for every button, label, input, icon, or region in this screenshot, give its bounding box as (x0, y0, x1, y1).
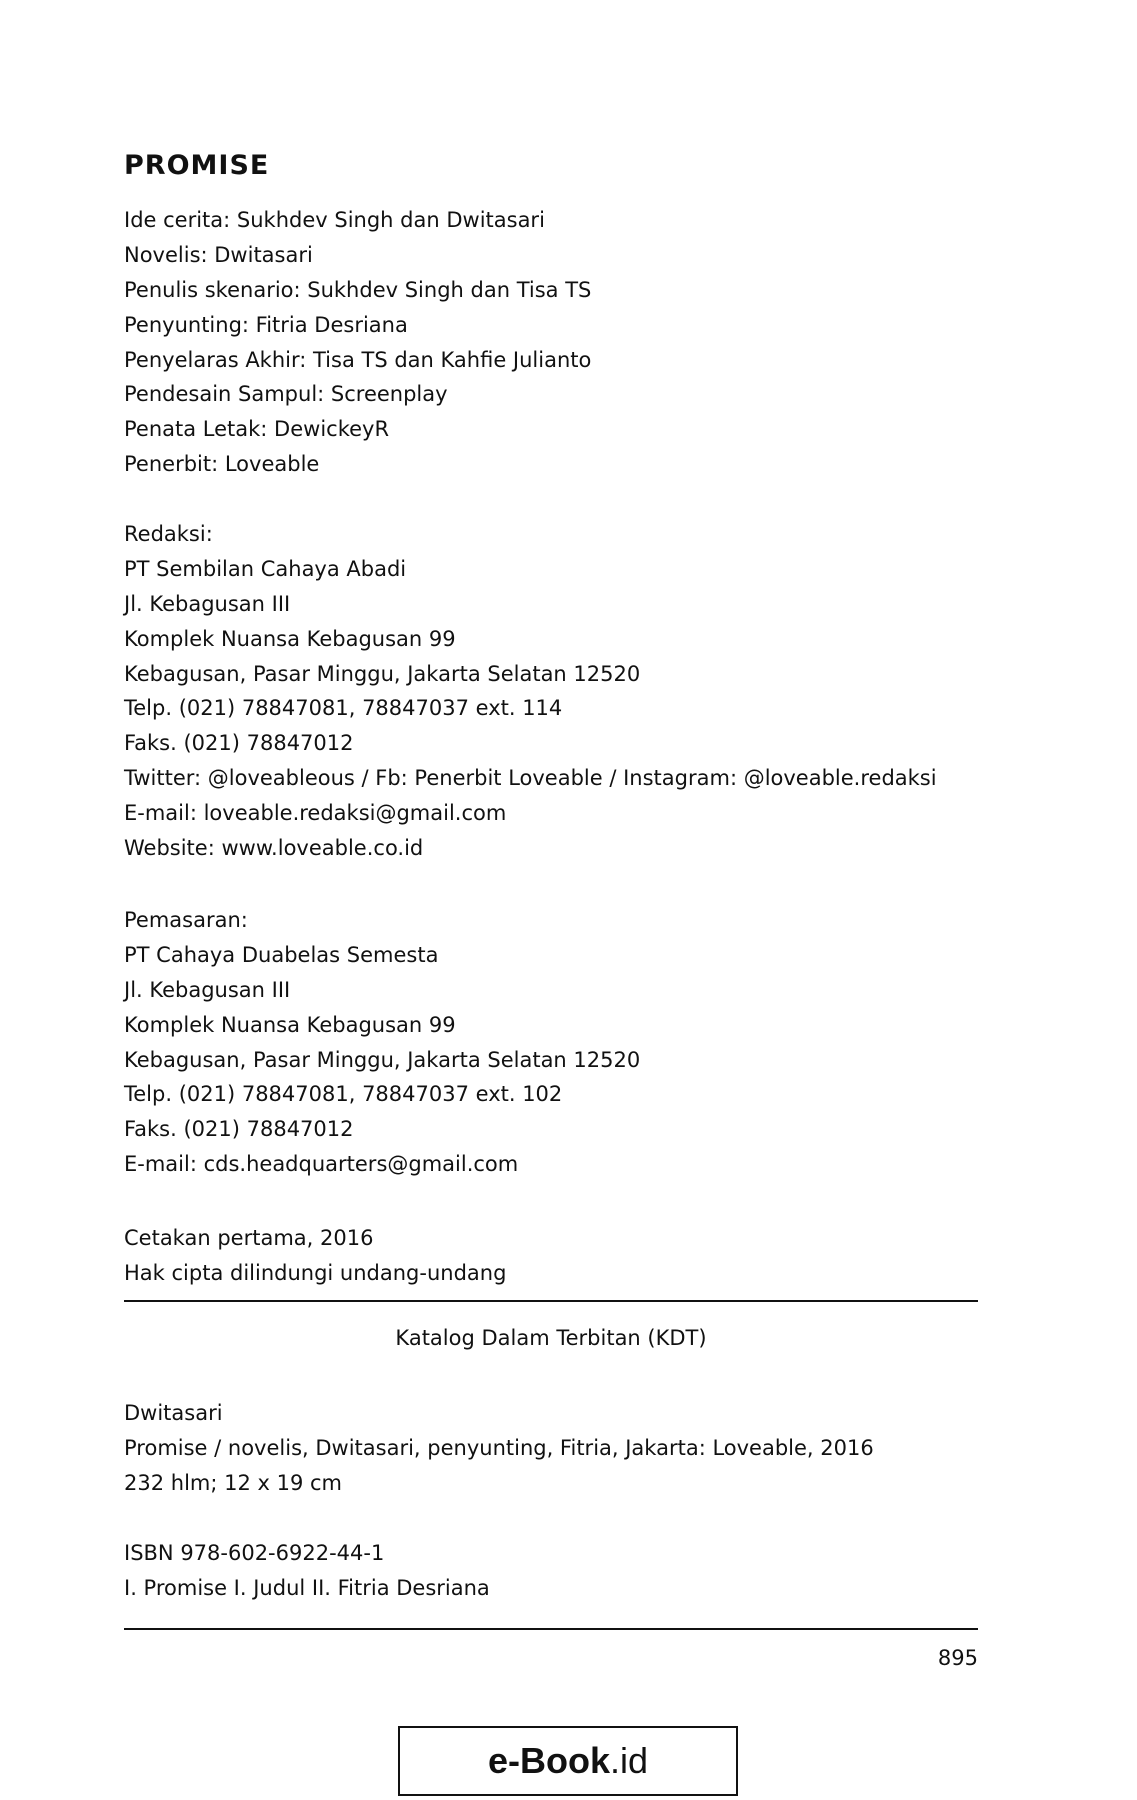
credit-line: Penulis skenario: Sukhdev Singh dan Tisa TS (124, 277, 592, 302)
kdt-description: Promise / novelis, Dwitasari, penyunting, Fitria, Jakarta: Loveable, 2016 (124, 1435, 874, 1460)
isbn: ISBN 978-602-6922-44-1 (124, 1541, 385, 1565)
redaksi-line: PT Sembilan Cahaya Abadi (124, 556, 407, 581)
credits-block (124, 203, 591, 482)
redaksi-line: Kebagusan, Pasar Minggu, Jakarta Selatan 12520 (124, 661, 641, 686)
ebook-logo-suffix: .id (609, 1740, 649, 1781)
redaksi-line: Telp. (021) 78847081, 78847037 ext. 114 (124, 696, 563, 721)
divider-bottom (124, 1628, 978, 1630)
redaksi-line: Faks. (021) 78847012 (124, 731, 354, 756)
kdt-isbn-block (124, 1536, 490, 1606)
credit-line: Ide cerita: Sukhdev Singh dan Dwitasari (124, 208, 545, 232)
credit-line: Pendesain Sampul: Screenplay (124, 382, 448, 407)
credit-line: Penerbit: Loveable (124, 452, 320, 477)
kdt-heading: Katalog Dalam Terbitan (KDT) (395, 1326, 707, 1350)
pemasaran-line: Jl. Kebagusan III (124, 977, 291, 1002)
pemasaran-line: Telp. (021) 78847081, 78847037 ext. 102 (124, 1082, 563, 1107)
credit-line: Novelis: Dwitasari (124, 242, 313, 267)
redaksi-heading: Redaksi: (124, 522, 213, 546)
kdt-author: Dwitasari (124, 1401, 223, 1425)
pemasaran-line: Faks. (021) 78847012 (124, 1117, 354, 1142)
redaksi-block (124, 517, 937, 866)
redaksi-website: Website: www.loveable.co.id (124, 836, 424, 861)
book-title: PROMISE (124, 150, 270, 181)
redaksi-line: Komplek Nuansa Kebagusan 99 (124, 626, 456, 651)
credit-line: Penata Letak: DewickeyR (124, 417, 390, 442)
redaksi-email: E-mail: loveable.redaksi@gmail.com (124, 801, 507, 826)
kdt-physical: 232 hlm; 12 x 19 cm (124, 1470, 343, 1495)
pemasaran-heading: Pemasaran: (124, 908, 248, 932)
page-number: 895 (937, 1646, 978, 1670)
pemasaran-line: Komplek Nuansa Kebagusan 99 (124, 1012, 456, 1037)
pemasaran-line: Kebagusan, Pasar Minggu, Jakarta Selatan 12520 (124, 1047, 641, 1072)
redaksi-social: Twitter: @loveableous / Fb: Penerbit Loveable / Instagram: @loveable.redaksi (124, 766, 937, 791)
redaksi-line: Jl. Kebagusan III (124, 591, 291, 616)
printing-block (124, 1221, 506, 1291)
printing-edition: Cetakan pertama, 2016 (124, 1226, 374, 1250)
pemasaran-email: E-mail: cds.headquarters@gmail.com (124, 1152, 519, 1177)
credit-line: Penyunting: Fitria Desriana (124, 312, 408, 337)
ebook-logo (398, 1726, 738, 1796)
copyright-notice: Hak cipta dilindungi undang-undang (124, 1260, 507, 1285)
credit-line: Penyelaras Akhir: Tisa TS dan Kahfie Julianto (124, 347, 592, 372)
pemasaran-block (124, 903, 640, 1182)
ebook-logo-bold: e-Book (487, 1740, 610, 1781)
kdt-entry-block (124, 1396, 874, 1501)
kdt-subjects: I. Promise I. Judul II. Fitria Desriana (124, 1575, 490, 1600)
pemasaran-line: PT Cahaya Duabelas Semesta (124, 942, 439, 967)
divider-top (124, 1300, 978, 1302)
